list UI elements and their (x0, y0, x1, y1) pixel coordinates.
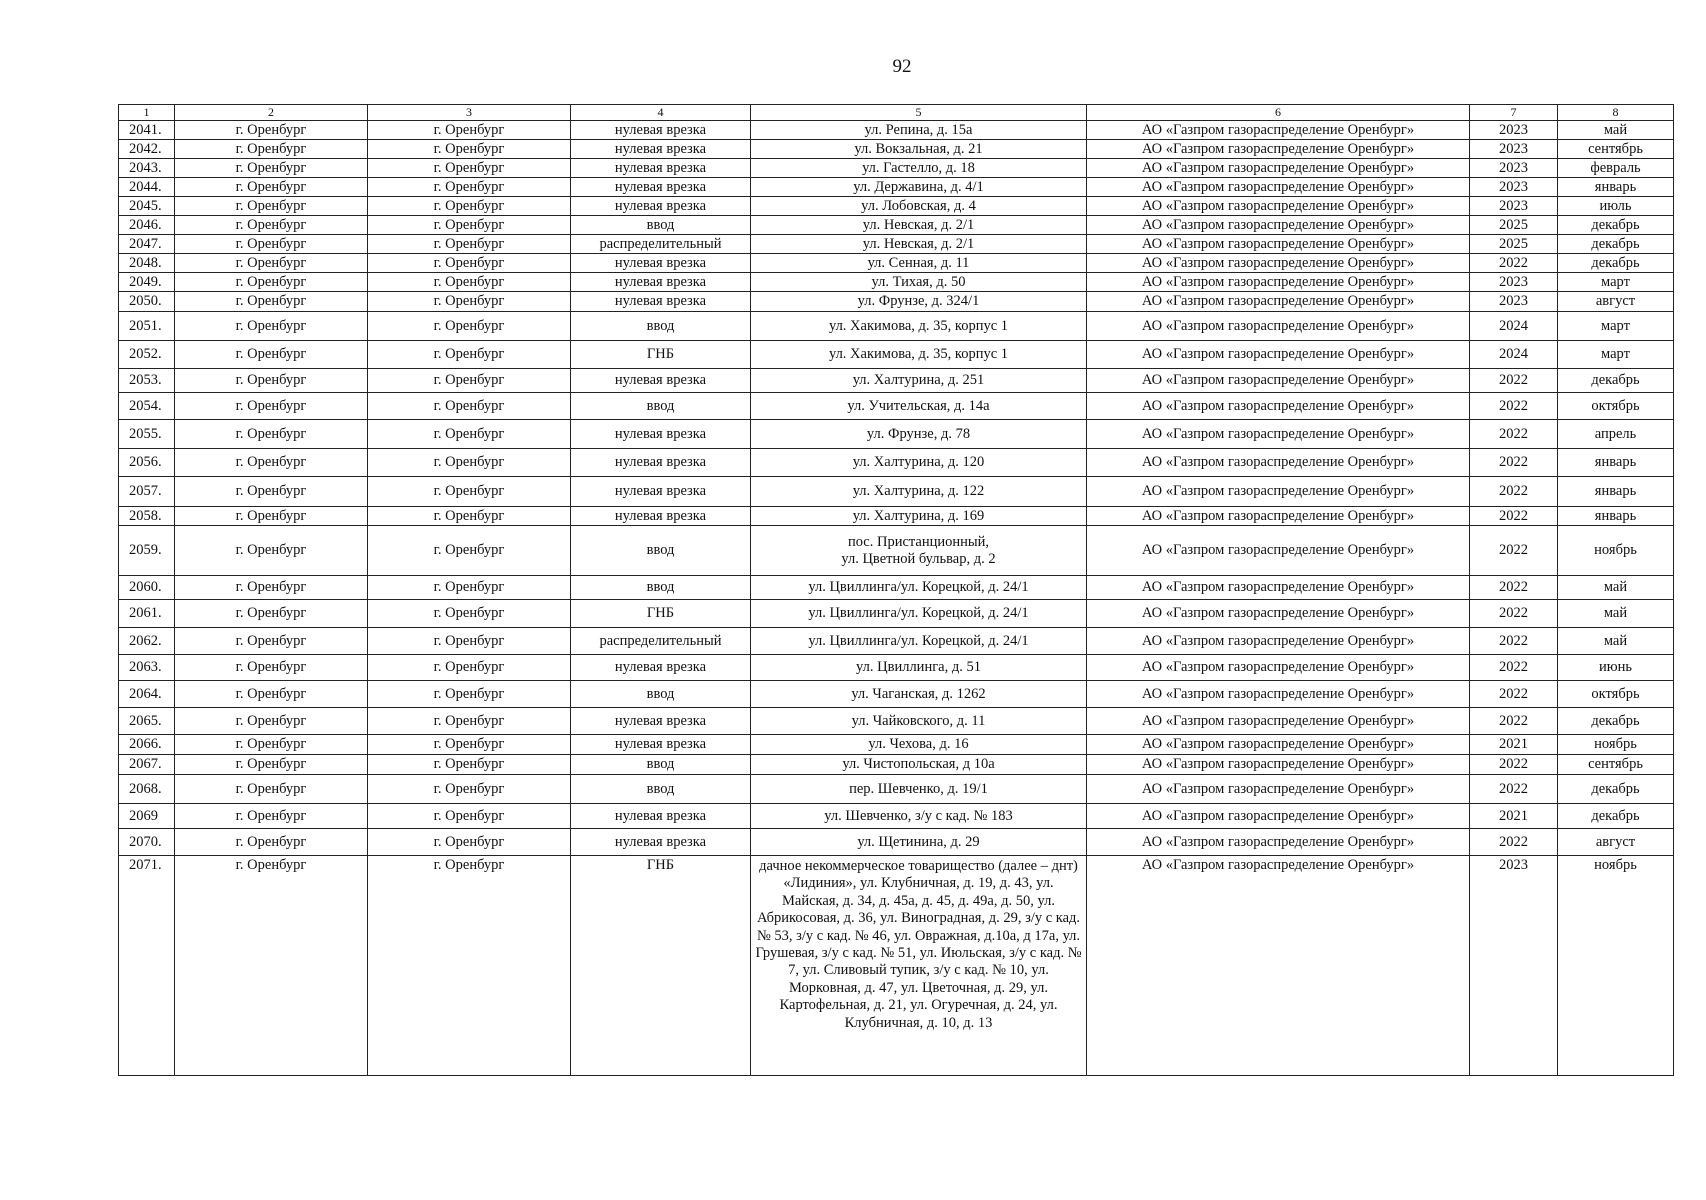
organization-cell: АО «Газпром газораспределение Оренбург» (1087, 216, 1470, 235)
address-cell: ул. Цвиллинга/ул. Корецкой, д. 24/1 (751, 576, 1087, 600)
organization-cell: АО «Газпром газораспределение Оренбург» (1087, 735, 1470, 755)
table-body (119, 121, 1674, 1076)
work-type-cell: нулевая врезка (571, 140, 751, 159)
municipality-cell: г. Оренбург (175, 775, 368, 804)
year-cell: 2023 (1470, 856, 1558, 1076)
page-number: 92 (892, 56, 912, 77)
row-number-cell: 2071. (119, 856, 175, 1076)
row-number-cell: 2064. (119, 681, 175, 708)
table-row (119, 197, 1674, 216)
organization-cell: АО «Газпром газораспределение Оренбург» (1087, 600, 1470, 628)
year-cell: 2023 (1470, 159, 1558, 178)
month-cell: август (1558, 292, 1674, 312)
organization-cell: АО «Газпром газораспределение Оренбург» (1087, 178, 1470, 197)
address-cell: ул. Шевченко, з/у с кад. № 183 (751, 804, 1087, 829)
month-cell: декабрь (1558, 775, 1674, 804)
address-cell: ул. Халтурина, д. 169 (751, 507, 1087, 526)
address-cell: ул. Чайковского, д. 11 (751, 708, 1087, 735)
table-row (119, 159, 1674, 178)
year-cell: 2023 (1470, 292, 1558, 312)
address-cell: ул. Халтурина, д. 251 (751, 369, 1087, 393)
work-type-cell: ввод (571, 775, 751, 804)
municipality-cell: г. Оренбург (175, 235, 368, 254)
year-cell: 2024 (1470, 312, 1558, 341)
settlement-cell: г. Оренбург (368, 804, 571, 829)
column-number-header: 6 (1087, 105, 1470, 121)
work-type-cell: распределительный (571, 235, 751, 254)
table-row (119, 708, 1674, 735)
year-cell: 2022 (1470, 526, 1558, 576)
municipality-cell: г. Оренбург (175, 655, 368, 681)
row-number-cell: 2054. (119, 393, 175, 420)
row-number-cell: 2050. (119, 292, 175, 312)
municipality-cell: г. Оренбург (175, 159, 368, 178)
organization-cell: АО «Газпром газораспределение Оренбург» (1087, 708, 1470, 735)
table-row (119, 681, 1674, 708)
municipality-cell: г. Оренбург (175, 526, 368, 576)
address-cell: ул. Державина, д. 4/1 (751, 178, 1087, 197)
row-number-cell: 2066. (119, 735, 175, 755)
month-cell: январь (1558, 507, 1674, 526)
municipality-cell: г. Оренбург (175, 804, 368, 829)
settlement-cell: г. Оренбург (368, 341, 571, 369)
row-number-cell: 2060. (119, 576, 175, 600)
month-cell: декабрь (1558, 804, 1674, 829)
settlement-cell: г. Оренбург (368, 178, 571, 197)
municipality-cell: г. Оренбург (175, 178, 368, 197)
row-number-cell: 2055. (119, 420, 175, 449)
work-type-cell: нулевая врезка (571, 708, 751, 735)
address-cell: ул. Лобовская, д. 4 (751, 197, 1087, 216)
municipality-cell: г. Оренбург (175, 755, 368, 775)
work-type-cell: нулевая врезка (571, 121, 751, 140)
table-row (119, 755, 1674, 775)
settlement-cell: г. Оренбург (368, 449, 571, 477)
municipality-cell: г. Оренбург (175, 197, 368, 216)
year-cell: 2025 (1470, 235, 1558, 254)
table-row (119, 526, 1674, 576)
month-cell: январь (1558, 477, 1674, 507)
work-type-cell: распределительный (571, 628, 751, 655)
month-cell: март (1558, 341, 1674, 369)
month-cell: май (1558, 121, 1674, 140)
month-cell: сентябрь (1558, 140, 1674, 159)
table-row (119, 235, 1674, 254)
municipality-cell: г. Оренбург (175, 273, 368, 292)
work-type-cell: нулевая врезка (571, 804, 751, 829)
organization-cell: АО «Газпром газораспределение Оренбург» (1087, 576, 1470, 600)
month-cell: ноябрь (1558, 526, 1674, 576)
address-cell: ул. Чистопольская, д 10а (751, 755, 1087, 775)
row-number-cell: 2063. (119, 655, 175, 681)
municipality-cell: г. Оренбург (175, 420, 368, 449)
row-number-cell: 2059. (119, 526, 175, 576)
row-number-cell: 2067. (119, 755, 175, 775)
month-cell: декабрь (1558, 216, 1674, 235)
work-type-cell: нулевая врезка (571, 655, 751, 681)
table-row (119, 628, 1674, 655)
year-cell: 2022 (1470, 708, 1558, 735)
address-cell: ул. Тихая, д. 50 (751, 273, 1087, 292)
column-number-header: 1 (119, 105, 175, 121)
year-cell: 2023 (1470, 197, 1558, 216)
address-cell: пер. Шевченко, д. 19/1 (751, 775, 1087, 804)
municipality-cell: г. Оренбург (175, 708, 368, 735)
year-cell: 2022 (1470, 449, 1558, 477)
address-cell: ул. Репина, д. 15а (751, 121, 1087, 140)
year-cell: 2022 (1470, 369, 1558, 393)
table-row (119, 393, 1674, 420)
year-cell: 2022 (1470, 393, 1558, 420)
municipality-cell: г. Оренбург (175, 292, 368, 312)
municipality-cell: г. Оренбург (175, 121, 368, 140)
row-number-cell: 2070. (119, 829, 175, 856)
address-cell: пос. Пристанционный, ул. Цветной бульвар, д. 2 (751, 526, 1087, 576)
row-number-cell: 2069 (119, 804, 175, 829)
year-cell: 2022 (1470, 477, 1558, 507)
table-row (119, 477, 1674, 507)
address-cell: ул. Цвиллинга, д. 51 (751, 655, 1087, 681)
municipality-cell: г. Оренбург (175, 735, 368, 755)
column-number-row (119, 105, 1674, 121)
organization-cell: АО «Газпром газораспределение Оренбург» (1087, 449, 1470, 477)
year-cell: 2025 (1470, 216, 1558, 235)
settlement-cell: г. Оренбург (368, 628, 571, 655)
year-cell: 2022 (1470, 775, 1558, 804)
month-cell: декабрь (1558, 235, 1674, 254)
address-cell: ул. Фрунзе, д. 78 (751, 420, 1087, 449)
row-number-cell: 2047. (119, 235, 175, 254)
row-number-cell: 2053. (119, 369, 175, 393)
municipality-cell: г. Оренбург (175, 393, 368, 420)
table-row (119, 856, 1674, 1076)
table-row (119, 507, 1674, 526)
settlement-cell: г. Оренбург (368, 121, 571, 140)
row-number-cell: 2043. (119, 159, 175, 178)
table-row (119, 804, 1674, 829)
table-row (119, 600, 1674, 628)
organization-cell: АО «Газпром газораспределение Оренбург» (1087, 393, 1470, 420)
address-cell: ул. Невская, д. 2/1 (751, 216, 1087, 235)
row-number-cell: 2062. (119, 628, 175, 655)
work-type-cell: ввод (571, 681, 751, 708)
settlement-cell: г. Оренбург (368, 856, 571, 1076)
work-type-cell: нулевая врезка (571, 369, 751, 393)
organization-cell: АО «Газпром газораспределение Оренбург» (1087, 628, 1470, 655)
column-number-header: 5 (751, 105, 1087, 121)
organization-cell: АО «Газпром газораспределение Оренбург» (1087, 312, 1470, 341)
column-number-header: 3 (368, 105, 571, 121)
year-cell: 2024 (1470, 341, 1558, 369)
year-cell: 2022 (1470, 829, 1558, 856)
address-cell: ул. Фрунзе, д. 324/1 (751, 292, 1087, 312)
settlement-cell: г. Оренбург (368, 420, 571, 449)
address-cell: ул. Учительская, д. 14а (751, 393, 1087, 420)
organization-cell: АО «Газпром газораспределение Оренбург» (1087, 655, 1470, 681)
organization-cell: АО «Газпром газораспределение Оренбург» (1087, 121, 1470, 140)
month-cell: декабрь (1558, 254, 1674, 273)
settlement-cell: г. Оренбург (368, 526, 571, 576)
settlement-cell: г. Оренбург (368, 159, 571, 178)
table-row (119, 576, 1674, 600)
row-number-cell: 2052. (119, 341, 175, 369)
month-cell: октябрь (1558, 681, 1674, 708)
month-cell: май (1558, 576, 1674, 600)
municipality-cell: г. Оренбург (175, 477, 368, 507)
settlement-cell: г. Оренбург (368, 655, 571, 681)
address-cell: ул. Чаганская, д. 1262 (751, 681, 1087, 708)
municipality-cell: г. Оренбург (175, 369, 368, 393)
row-number-cell: 2068. (119, 775, 175, 804)
municipality-cell: г. Оренбург (175, 254, 368, 273)
organization-cell: АО «Газпром газораспределение Оренбург» (1087, 755, 1470, 775)
month-cell: март (1558, 273, 1674, 292)
table-row (119, 420, 1674, 449)
month-cell: июнь (1558, 655, 1674, 681)
work-type-cell: нулевая врезка (571, 254, 751, 273)
month-cell: сентябрь (1558, 755, 1674, 775)
settlement-cell: г. Оренбург (368, 393, 571, 420)
municipality-cell: г. Оренбург (175, 140, 368, 159)
work-type-cell: нулевая врезка (571, 292, 751, 312)
year-cell: 2021 (1470, 804, 1558, 829)
address-cell: ул. Щетинина, д. 29 (751, 829, 1087, 856)
settlement-cell: г. Оренбург (368, 477, 571, 507)
month-cell: май (1558, 628, 1674, 655)
year-cell: 2022 (1470, 755, 1558, 775)
municipality-cell: г. Оренбург (175, 856, 368, 1076)
settlement-cell: г. Оренбург (368, 775, 571, 804)
year-cell: 2023 (1470, 140, 1558, 159)
work-type-cell: ввод (571, 312, 751, 341)
work-type-cell: нулевая врезка (571, 420, 751, 449)
work-type-cell: нулевая врезка (571, 178, 751, 197)
municipality-cell: г. Оренбург (175, 216, 368, 235)
settlement-cell: г. Оренбург (368, 735, 571, 755)
row-number-cell: 2057. (119, 477, 175, 507)
year-cell: 2023 (1470, 121, 1558, 140)
month-cell: декабрь (1558, 708, 1674, 735)
month-cell: март (1558, 312, 1674, 341)
table-row (119, 216, 1674, 235)
row-number-cell: 2045. (119, 197, 175, 216)
row-number-cell: 2046. (119, 216, 175, 235)
work-type-cell: ГНБ (571, 600, 751, 628)
row-number-cell: 2049. (119, 273, 175, 292)
address-cell: ул. Цвиллинга/ул. Корецкой, д. 24/1 (751, 628, 1087, 655)
settlement-cell: г. Оренбург (368, 681, 571, 708)
organization-cell: АО «Газпром газораспределение Оренбург» (1087, 681, 1470, 708)
month-cell: июль (1558, 197, 1674, 216)
table-row (119, 273, 1674, 292)
organization-cell: АО «Газпром газораспределение Оренбург» (1087, 197, 1470, 216)
municipality-cell: г. Оренбург (175, 341, 368, 369)
work-type-cell: нулевая врезка (571, 477, 751, 507)
month-cell: январь (1558, 449, 1674, 477)
table-row (119, 829, 1674, 856)
address-cell: ул. Чехова, д. 16 (751, 735, 1087, 755)
organization-cell: АО «Газпром газораспределение Оренбург» (1087, 526, 1470, 576)
work-type-cell: ввод (571, 393, 751, 420)
year-cell: 2022 (1470, 681, 1558, 708)
year-cell: 2023 (1470, 273, 1558, 292)
municipality-cell: г. Оренбург (175, 449, 368, 477)
year-cell: 2022 (1470, 655, 1558, 681)
settlement-cell: г. Оренбург (368, 235, 571, 254)
address-cell: ул. Вокзальная, д. 21 (751, 140, 1087, 159)
work-type-cell: нулевая врезка (571, 507, 751, 526)
address-cell: ул. Хакимова, д. 35, корпус 1 (751, 341, 1087, 369)
table-row (119, 369, 1674, 393)
row-number-cell: 2048. (119, 254, 175, 273)
address-cell: ул. Цвиллинга/ул. Корецкой, д. 24/1 (751, 600, 1087, 628)
settlement-cell: г. Оренбург (368, 292, 571, 312)
settlement-cell: г. Оренбург (368, 273, 571, 292)
organization-cell: АО «Газпром газораспределение Оренбург» (1087, 159, 1470, 178)
row-number-cell: 2051. (119, 312, 175, 341)
work-type-cell: нулевая врезка (571, 735, 751, 755)
organization-cell: АО «Газпром газораспределение Оренбург» (1087, 829, 1470, 856)
municipality-cell: г. Оренбург (175, 628, 368, 655)
municipality-cell: г. Оренбург (175, 681, 368, 708)
column-number-header: 4 (571, 105, 751, 121)
organization-cell: АО «Газпром газораспределение Оренбург» (1087, 341, 1470, 369)
address-cell: ул. Хакимова, д. 35, корпус 1 (751, 312, 1087, 341)
row-number-cell: 2061. (119, 600, 175, 628)
address-cell: ул. Невская, д. 2/1 (751, 235, 1087, 254)
column-number-header: 7 (1470, 105, 1558, 121)
organization-cell: АО «Газпром газораспределение Оренбург» (1087, 235, 1470, 254)
municipality-cell: г. Оренбург (175, 829, 368, 856)
municipality-cell: г. Оренбург (175, 600, 368, 628)
organization-cell: АО «Газпром газораспределение Оренбург» (1087, 775, 1470, 804)
table-row (119, 341, 1674, 369)
settlement-cell: г. Оренбург (368, 312, 571, 341)
settlement-cell: г. Оренбург (368, 369, 571, 393)
row-number-cell: 2056. (119, 449, 175, 477)
table-row (119, 254, 1674, 273)
settlement-cell: г. Оренбург (368, 755, 571, 775)
organization-cell: АО «Газпром газораспределение Оренбург» (1087, 369, 1470, 393)
row-number-cell: 2058. (119, 507, 175, 526)
table-row (119, 121, 1674, 140)
month-cell: ноябрь (1558, 856, 1674, 1076)
settlement-cell: г. Оренбург (368, 507, 571, 526)
work-type-cell: ввод (571, 755, 751, 775)
organization-cell: АО «Газпром газораспределение Оренбург» (1087, 254, 1470, 273)
table-row (119, 655, 1674, 681)
address-cell: ул. Халтурина, д. 120 (751, 449, 1087, 477)
month-cell: февраль (1558, 159, 1674, 178)
month-cell: декабрь (1558, 369, 1674, 393)
work-type-cell: ввод (571, 526, 751, 576)
organization-cell: АО «Газпром газораспределение Оренбург» (1087, 420, 1470, 449)
work-type-cell: нулевая врезка (571, 273, 751, 292)
address-cell: ул. Гастелло, д. 18 (751, 159, 1087, 178)
table-row (119, 449, 1674, 477)
year-cell: 2022 (1470, 254, 1558, 273)
organization-cell: АО «Газпром газораспределение Оренбург» (1087, 273, 1470, 292)
year-cell: 2022 (1470, 600, 1558, 628)
work-type-cell: ввод (571, 576, 751, 600)
month-cell: май (1558, 600, 1674, 628)
settlement-cell: г. Оренбург (368, 197, 571, 216)
row-number-cell: 2044. (119, 178, 175, 197)
settlement-cell: г. Оренбург (368, 576, 571, 600)
row-number-cell: 2041. (119, 121, 175, 140)
column-number-header: 2 (175, 105, 368, 121)
month-cell: август (1558, 829, 1674, 856)
year-cell: 2022 (1470, 576, 1558, 600)
column-number-header: 8 (1558, 105, 1674, 121)
work-type-cell: нулевая врезка (571, 159, 751, 178)
settlement-cell: г. Оренбург (368, 216, 571, 235)
address-cell: дачное некоммерческое товарищество (далее – днт) «Лидиния», ул. Клубничная, д. 19, д. 43, ул. Майская, д. 34, д. 45а, д. 45, д. 49а, д. 50, ул. Абрикосовая, д. 36, ул. Виноградная, д. 29, з/у с кад. № 53, з/у с кад. № 46, ул. Овражная, д.10а, д 17а, ул. Грушевая, з/у с кад. № 51, ул. Июльская, з/у с кад. № 7, ул. Сливовый тупик, з/у с кад. № 10, ул. Морковная, д. 47, ул. Цветочная, д. 29, ул. Картофельная, д. 21, ул. Огуречная, д. 24, ул. Клубничная, д. 10, д. 13 (751, 856, 1087, 1076)
organization-cell: АО «Газпром газораспределение Оренбург» (1087, 477, 1470, 507)
year-cell: 2022 (1470, 628, 1558, 655)
year-cell: 2022 (1470, 420, 1558, 449)
month-cell: апрель (1558, 420, 1674, 449)
settlement-cell: г. Оренбург (368, 140, 571, 159)
year-cell: 2023 (1470, 178, 1558, 197)
table-row (119, 140, 1674, 159)
year-cell: 2021 (1470, 735, 1558, 755)
table-row (119, 312, 1674, 341)
work-type-cell: нулевая врезка (571, 449, 751, 477)
register-table (118, 104, 1674, 1076)
table-row (119, 292, 1674, 312)
row-number-cell: 2065. (119, 708, 175, 735)
settlement-cell: г. Оренбург (368, 254, 571, 273)
month-cell: октябрь (1558, 393, 1674, 420)
organization-cell: АО «Газпром газораспределение Оренбург» (1087, 804, 1470, 829)
municipality-cell: г. Оренбург (175, 507, 368, 526)
work-type-cell: ГНБ (571, 856, 751, 1076)
organization-cell: АО «Газпром газораспределение Оренбург» (1087, 856, 1470, 1076)
work-type-cell: ввод (571, 216, 751, 235)
work-type-cell: нулевая врезка (571, 829, 751, 856)
month-cell: январь (1558, 178, 1674, 197)
year-cell: 2022 (1470, 507, 1558, 526)
address-cell: ул. Сенная, д. 11 (751, 254, 1087, 273)
address-cell: ул. Халтурина, д. 122 (751, 477, 1087, 507)
municipality-cell: г. Оренбург (175, 312, 368, 341)
work-type-cell: ГНБ (571, 341, 751, 369)
settlement-cell: г. Оренбург (368, 829, 571, 856)
organization-cell: АО «Газпром газораспределение Оренбург» (1087, 292, 1470, 312)
table-row (119, 775, 1674, 804)
settlement-cell: г. Оренбург (368, 600, 571, 628)
settlement-cell: г. Оренбург (368, 708, 571, 735)
table-row (119, 735, 1674, 755)
organization-cell: АО «Газпром газораспределение Оренбург» (1087, 140, 1470, 159)
month-cell: ноябрь (1558, 735, 1674, 755)
row-number-cell: 2042. (119, 140, 175, 159)
municipality-cell: г. Оренбург (175, 576, 368, 600)
organization-cell: АО «Газпром газораспределение Оренбург» (1087, 507, 1470, 526)
work-type-cell: нулевая врезка (571, 197, 751, 216)
table-row (119, 178, 1674, 197)
